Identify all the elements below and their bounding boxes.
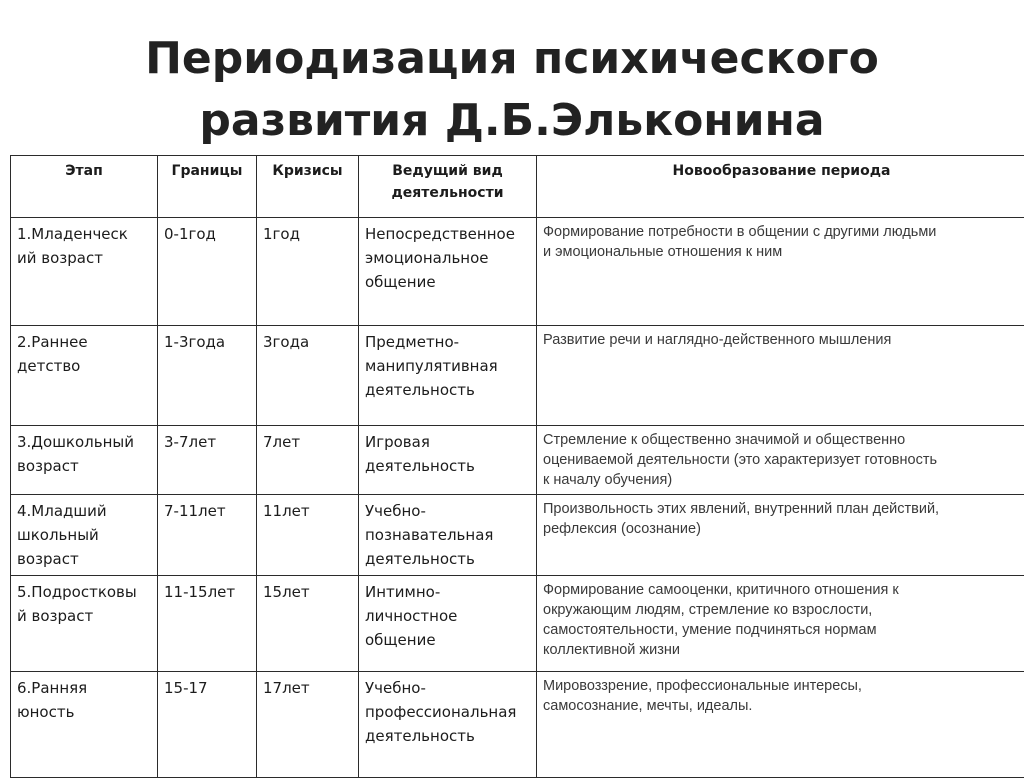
header-crisis: Кризисы	[257, 156, 359, 218]
cell-activity: Игровая деятельность	[359, 426, 537, 495]
cell-crisis: 3года	[257, 326, 359, 426]
cell-activity: Учебно- профессиональная деятельность	[359, 672, 537, 778]
cell-crisis: 11лет	[257, 495, 359, 576]
cell-stage: 2.Раннее детство	[11, 326, 158, 426]
cell-activity: Предметно- манипулятивная деятельность	[359, 326, 537, 426]
table-row	[11, 218, 1024, 326]
cell-neoformation: Мировоззрение, профессиональные интересы, самосознание, мечты, идеалы.	[537, 672, 1024, 778]
cell-bounds: 7-11лет	[158, 495, 257, 576]
table-row	[11, 326, 1024, 426]
title-line-1: Периодизация психического	[145, 33, 879, 84]
header-activity: Ведущий вид деятельности	[359, 156, 537, 218]
cell-stage: 4.Младший школьный возраст	[11, 495, 158, 576]
cell-stage: 5.Подростковы й возраст	[11, 576, 158, 672]
table-row	[11, 495, 1024, 576]
table-row	[11, 426, 1024, 495]
cell-crisis: 15лет	[257, 576, 359, 672]
cell-neoformation: Стремление к общественно значимой и общественно оцениваемой деятельности (это характеризует готовность к началу обучения)	[537, 426, 1024, 495]
header-neoformation: Новообразование периода	[537, 156, 1024, 218]
cell-neoformation: Формирование самооценки, критичного отношения к окружающим людям, стремление ко взрослости, самостоятельности, умение подчиняться нормам коллективной жизни	[537, 576, 1024, 672]
cell-stage: 3.Дошкольный возраст	[11, 426, 158, 495]
cell-bounds: 15-17	[158, 672, 257, 778]
cell-neoformation: Развитие речи и наглядно-действенного мышления	[537, 326, 1024, 426]
header-stage: Этап	[11, 156, 158, 218]
cell-bounds: 1-3года	[158, 326, 257, 426]
cell-activity: Непосредственное эмоциональное общение	[359, 218, 537, 326]
table-row	[11, 672, 1024, 778]
cell-crisis: 17лет	[257, 672, 359, 778]
cell-crisis: 7лет	[257, 426, 359, 495]
cell-neoformation: Произвольность этих явлений, внутренний план действий, рефлексия (осознание)	[537, 495, 1024, 576]
cell-stage: 1.Младенческ ий возраст	[11, 218, 158, 326]
table-row	[11, 576, 1024, 672]
table-header-row	[11, 156, 1024, 218]
cell-bounds: 3-7лет	[158, 426, 257, 495]
cell-activity: Интимно- личностное общение	[359, 576, 537, 672]
cell-activity: Учебно- познавательная деятельность	[359, 495, 537, 576]
cell-neoformation: Формирование потребности в общении с другими людьми и эмоциональные отношения к ним	[537, 218, 1024, 326]
periodization-table	[10, 155, 1024, 778]
cell-stage: 6.Ранняя юность	[11, 672, 158, 778]
cell-crisis: 1год	[257, 218, 359, 326]
page-title	[0, 28, 1024, 152]
cell-bounds: 0-1год	[158, 218, 257, 326]
title-line-2: развития Д.Б.Эльконина	[199, 95, 825, 146]
header-bounds: Границы	[158, 156, 257, 218]
cell-bounds: 11-15лет	[158, 576, 257, 672]
